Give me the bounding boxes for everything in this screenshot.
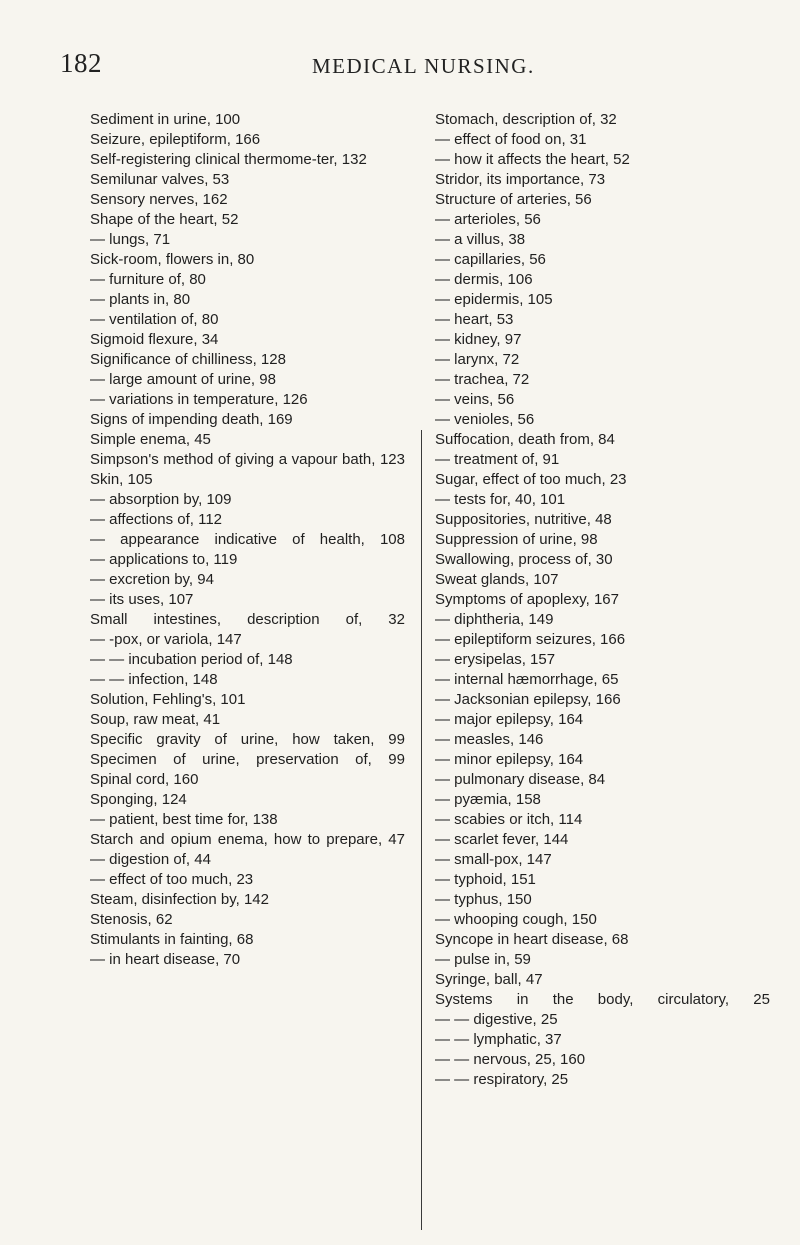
index-entry: — furniture of, 80 — [90, 271, 206, 288]
index-entry: Skin, 105 — [90, 471, 153, 488]
index-entry: — minor epilepsy, 164 — [435, 751, 584, 768]
index-entry: Spinal cord, 160 — [90, 771, 199, 788]
index-entry: — tests for, 40, 101 — [435, 491, 566, 508]
index-entry: — — lymphatic, 37 — [435, 1031, 562, 1048]
index-entry: Steam, disinfection by, 142 — [90, 891, 269, 908]
index-entry: Syringe, ball, 47 — [435, 971, 543, 988]
index-entry: Specimen of urine, preservation of, 99 — [90, 751, 405, 768]
index-entry: — kidney, 97 — [435, 331, 522, 348]
index-entry: Swallowing, process of, 30 — [435, 551, 613, 568]
index-entry: Soup, raw meat, 41 — [90, 711, 221, 728]
index-entry: — excretion by, 94 — [90, 571, 214, 588]
index-entry: — -pox, or variola, 147 — [90, 631, 242, 648]
index-entry: — — respiratory, 25 — [435, 1071, 569, 1088]
index-entry: Systems in the body, circulatory, 25 — [435, 991, 770, 1008]
index-entry: — its uses, 107 — [90, 591, 194, 608]
index-entry: Seizure, epileptiform, 166 — [90, 131, 261, 148]
index-entry: — how it affects the heart, 52 — [435, 151, 630, 168]
index-entry: — epidermis, 105 — [435, 291, 553, 308]
index-entry: Semilunar valves, 53 — [90, 171, 230, 188]
index-entry: Sensory nerves, 162 — [90, 191, 228, 208]
index-entry: — Jacksonian epilepsy, 166 — [435, 691, 621, 708]
index-entry: — large amount of urine, 98 — [90, 371, 276, 388]
index-entry: — heart, 53 — [435, 311, 514, 328]
index-entry: — small-pox, 147 — [435, 851, 552, 868]
index-entry: — pulse in, 59 — [435, 951, 531, 968]
index-entry: Small intestines, description of, 32 — [90, 611, 405, 628]
index-entry: — internal hæmorrhage, 65 — [435, 671, 619, 688]
index-entry: Structure of arteries, 56 — [435, 191, 592, 208]
index-entry: Sponging, 124 — [90, 791, 187, 808]
index-entry: — — incubation period of, 148 — [90, 651, 293, 668]
page-number: 182 — [60, 48, 102, 78]
index-entry: Syncope in heart disease, 68 — [435, 931, 629, 948]
index-entry: Suffocation, death from, 84 — [435, 431, 615, 448]
index-entry: Suppositories, nutritive, 48 — [435, 511, 612, 528]
index-entry: Stenosis, 62 — [90, 911, 173, 928]
page-header — [0, 48, 800, 88]
index-entry: — typhoid, 151 — [435, 871, 536, 888]
index-entry: Stridor, its importance, 73 — [435, 171, 606, 188]
index-entry: — plants in, 80 — [90, 291, 191, 308]
index-entry: Simple enema, 45 — [90, 431, 211, 448]
index-entry: — scarlet fever, 144 — [435, 831, 569, 848]
index-entry: Sediment in urine, 100 — [90, 111, 241, 128]
index-entry: — variations in temperature, 126 — [90, 391, 308, 408]
index-entry: — typhus, 150 — [435, 891, 532, 908]
index-entry: Sweat glands, 107 — [435, 571, 559, 588]
index-entry: — diphtheria, 149 — [435, 611, 554, 628]
index-entry: — appearance indicative of health, 108 — [90, 531, 405, 548]
index-entry: — digestion of, 44 — [90, 851, 211, 868]
index-entry: — absorption by, 109 — [90, 491, 232, 508]
index-entry: — ventilation of, 80 — [90, 311, 219, 328]
index-entry: — scabies or itch, 114 — [435, 811, 583, 828]
index-entry: Sick-room, flowers in, 80 — [90, 251, 255, 268]
column-divider — [421, 430, 422, 1230]
index-entry: — venioles, 56 — [435, 411, 535, 428]
index-entry: Solution, Fehling's, 101 — [90, 691, 246, 708]
index-entry: Sigmoid flexure, 34 — [90, 331, 219, 348]
index-entry: — — infection, 148 — [90, 671, 218, 688]
index-entry: — applications to, 119 — [90, 551, 238, 568]
index-entry: Self-registering clinical thermome-ter, 132 — [90, 151, 367, 168]
index-column-right — [435, 110, 770, 1090]
index-entry: — trachea, 72 — [435, 371, 530, 388]
index-entry: Symptoms of apoplexy, 167 — [435, 591, 619, 608]
index-entry: — — nervous, 25, 160 — [435, 1051, 586, 1068]
index-entry: — in heart disease, 70 — [90, 951, 241, 968]
index-entry: Suppression of urine, 98 — [435, 531, 598, 548]
index-entry: — erysipelas, 157 — [435, 651, 556, 668]
index-entry: — capillaries, 56 — [435, 251, 546, 268]
index-entry: — effect of too much, 23 — [90, 871, 254, 888]
index-entry: Stomach, description of, 32 — [435, 111, 617, 128]
index-entry: — dermis, 106 — [435, 271, 533, 288]
index-entry: — larynx, 72 — [435, 351, 520, 368]
index-entry: Stimulants in fainting, 68 — [90, 931, 254, 948]
index-entry: Significance of chilliness, 128 — [90, 351, 286, 368]
index-entry: Specific gravity of urine, how taken, 99 — [90, 731, 405, 748]
index-entry: — patient, best time for, 138 — [90, 811, 278, 828]
index-entry: — pyæmia, 158 — [435, 791, 541, 808]
index-entry: — major epilepsy, 164 — [435, 711, 584, 728]
index-entry: Starch and opium enema, how to prepare, 47 — [90, 831, 405, 848]
index-entry: — — digestive, 25 — [435, 1011, 558, 1028]
index-entry: — epileptiform seizures, 166 — [435, 631, 626, 648]
index-entry: — pulmonary disease, 84 — [435, 771, 606, 788]
index-entry: — a villus, 38 — [435, 231, 526, 248]
running-title: MEDICAL NURSING. — [312, 54, 535, 78]
index-column-left — [90, 110, 405, 970]
index-entry: — affections of, 112 — [90, 511, 223, 528]
index-entry: — veins, 56 — [435, 391, 515, 408]
index-entry: Simpson's method of giving a vapour bath, 123 — [90, 451, 405, 468]
index-entry: — whooping cough, 150 — [435, 911, 597, 928]
index-entry: Sugar, effect of too much, 23 — [435, 471, 627, 488]
index-entry: — treatment of, 91 — [435, 451, 560, 468]
index-entry: — arterioles, 56 — [435, 211, 541, 228]
index-entry: — effect of food on, 31 — [435, 131, 587, 148]
index-entry: Shape of the heart, 52 — [90, 211, 239, 228]
index-entry: — lungs, 71 — [90, 231, 171, 248]
index-entry: Signs of impending death, 169 — [90, 411, 293, 428]
index-entry: — measles, 146 — [435, 731, 544, 748]
